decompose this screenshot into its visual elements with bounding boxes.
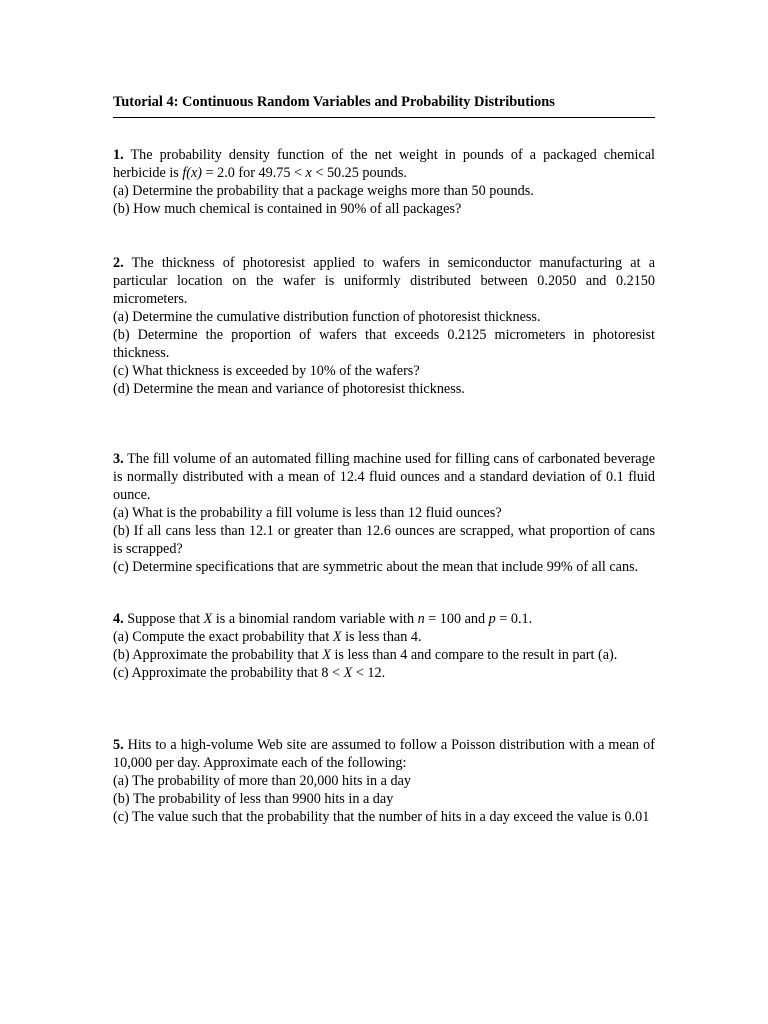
stem-text: = 0.1. bbox=[495, 611, 533, 627]
question-4-part-b bbox=[113, 646, 655, 664]
question-5-part-c: (c) The value such that the probability that the number of hits in a day exceed the value is 0.01 bbox=[113, 809, 650, 825]
question-4 bbox=[113, 610, 655, 682]
question-number: 2. bbox=[113, 255, 124, 271]
question-5-part-a: (a) The probability of more than 20,000 hits in a day bbox=[113, 773, 411, 789]
question-1 bbox=[113, 146, 655, 218]
question-5 bbox=[113, 736, 655, 826]
question-3-part-c: (c) Determine specifications that are symmetric about the mean that include 99% of all cans. bbox=[113, 559, 639, 575]
stem-text: < 50.25 pounds. bbox=[311, 165, 407, 181]
math-X: X bbox=[332, 629, 342, 645]
math-X: X bbox=[343, 665, 353, 681]
stem-text: Hits to a high-volume Web site are assumed to follow a Poisson distribution with a mean of 10,000 per day. Approximate each of the following: bbox=[113, 737, 655, 771]
question-3-part-b: (b) If all cans less than 12.1 or greater than 12.6 ounces are scrapped, what proportion of cans is scrapped? bbox=[113, 523, 655, 557]
question-3-stem bbox=[113, 450, 655, 504]
question-2-part-b: (b) Determine the proportion of wafers that exceeds 0.2125 micrometers in photoresist thickness. bbox=[113, 327, 655, 361]
question-2-part-a: (a) Determine the cumulative distribution function of photoresist thickness. bbox=[113, 309, 541, 325]
stem-text: Suppose that bbox=[123, 611, 204, 627]
question-5-stem bbox=[113, 736, 655, 772]
question-2-part-d: (d) Determine the mean and variance of photoresist thickness. bbox=[113, 381, 465, 397]
stem-text: is a binomial random variable with bbox=[212, 611, 418, 627]
question-1-part-a: (a) Determine the probability that a package weighs more than 50 pounds. bbox=[113, 183, 534, 199]
question-2 bbox=[113, 254, 655, 398]
part-text: is less than 4 and compare to the result in part (a). bbox=[330, 647, 618, 663]
question-2-stem bbox=[113, 254, 655, 308]
part-text: (a) Compute the exact probability that bbox=[113, 629, 333, 645]
question-4-part-c bbox=[113, 664, 655, 682]
question-number: 3. bbox=[113, 451, 124, 467]
question-3-part-a: (a) What is the probability a fill volume is less than 12 fluid ounces? bbox=[113, 505, 502, 521]
part-text: (c) Approximate the probability that 8 < bbox=[113, 665, 344, 681]
question-1-stem bbox=[113, 146, 655, 182]
question-number: 4. bbox=[113, 611, 124, 627]
math-x: x bbox=[305, 165, 312, 181]
question-3 bbox=[113, 450, 655, 576]
math-fx: f(x) bbox=[182, 165, 203, 181]
math-p: p bbox=[488, 611, 496, 627]
question-4-stem bbox=[113, 610, 655, 628]
question-number: 1. bbox=[113, 147, 124, 163]
stem-text: The probability density function of the net weight in pounds of a packaged chemical herbicide is bbox=[113, 147, 655, 181]
stem-text: The thickness of photoresist applied to wafers in semiconductor manufacturing at a particular location on the wafer is uniformly distributed between 0.2050 and 0.2150 micrometers. bbox=[113, 255, 655, 307]
question-2-part-c: (c) What thickness is exceeded by 10% of the wafers? bbox=[113, 363, 420, 379]
math-X: X bbox=[322, 647, 331, 663]
part-text: is less than 4. bbox=[341, 629, 422, 645]
stem-text: = 100 and bbox=[424, 611, 489, 627]
question-4-part-a bbox=[113, 628, 655, 646]
question-5-part-b: (b) The probability of less than 9900 hits in a day bbox=[113, 791, 394, 807]
math-n: n bbox=[417, 611, 425, 627]
part-text: < 12. bbox=[352, 665, 386, 681]
question-1-part-b: (b) How much chemical is contained in 90% of all packages? bbox=[113, 201, 462, 217]
page-title: Tutorial 4: Continuous Random Variables and Probability Distributions bbox=[113, 94, 555, 110]
title-divider bbox=[113, 117, 655, 118]
math-X: X bbox=[203, 611, 213, 627]
stem-text: = 2.0 for 49.75 < bbox=[202, 165, 306, 181]
stem-text: The fill volume of an automated filling machine used for filling cans of carbonated beverage is normally distributed with a mean of 12.4 fluid ounces and a standard deviation of 0.1 fluid ounce. bbox=[113, 451, 655, 503]
part-text: (b) Approximate the probability that bbox=[113, 647, 323, 663]
question-number: 5. bbox=[113, 737, 124, 753]
